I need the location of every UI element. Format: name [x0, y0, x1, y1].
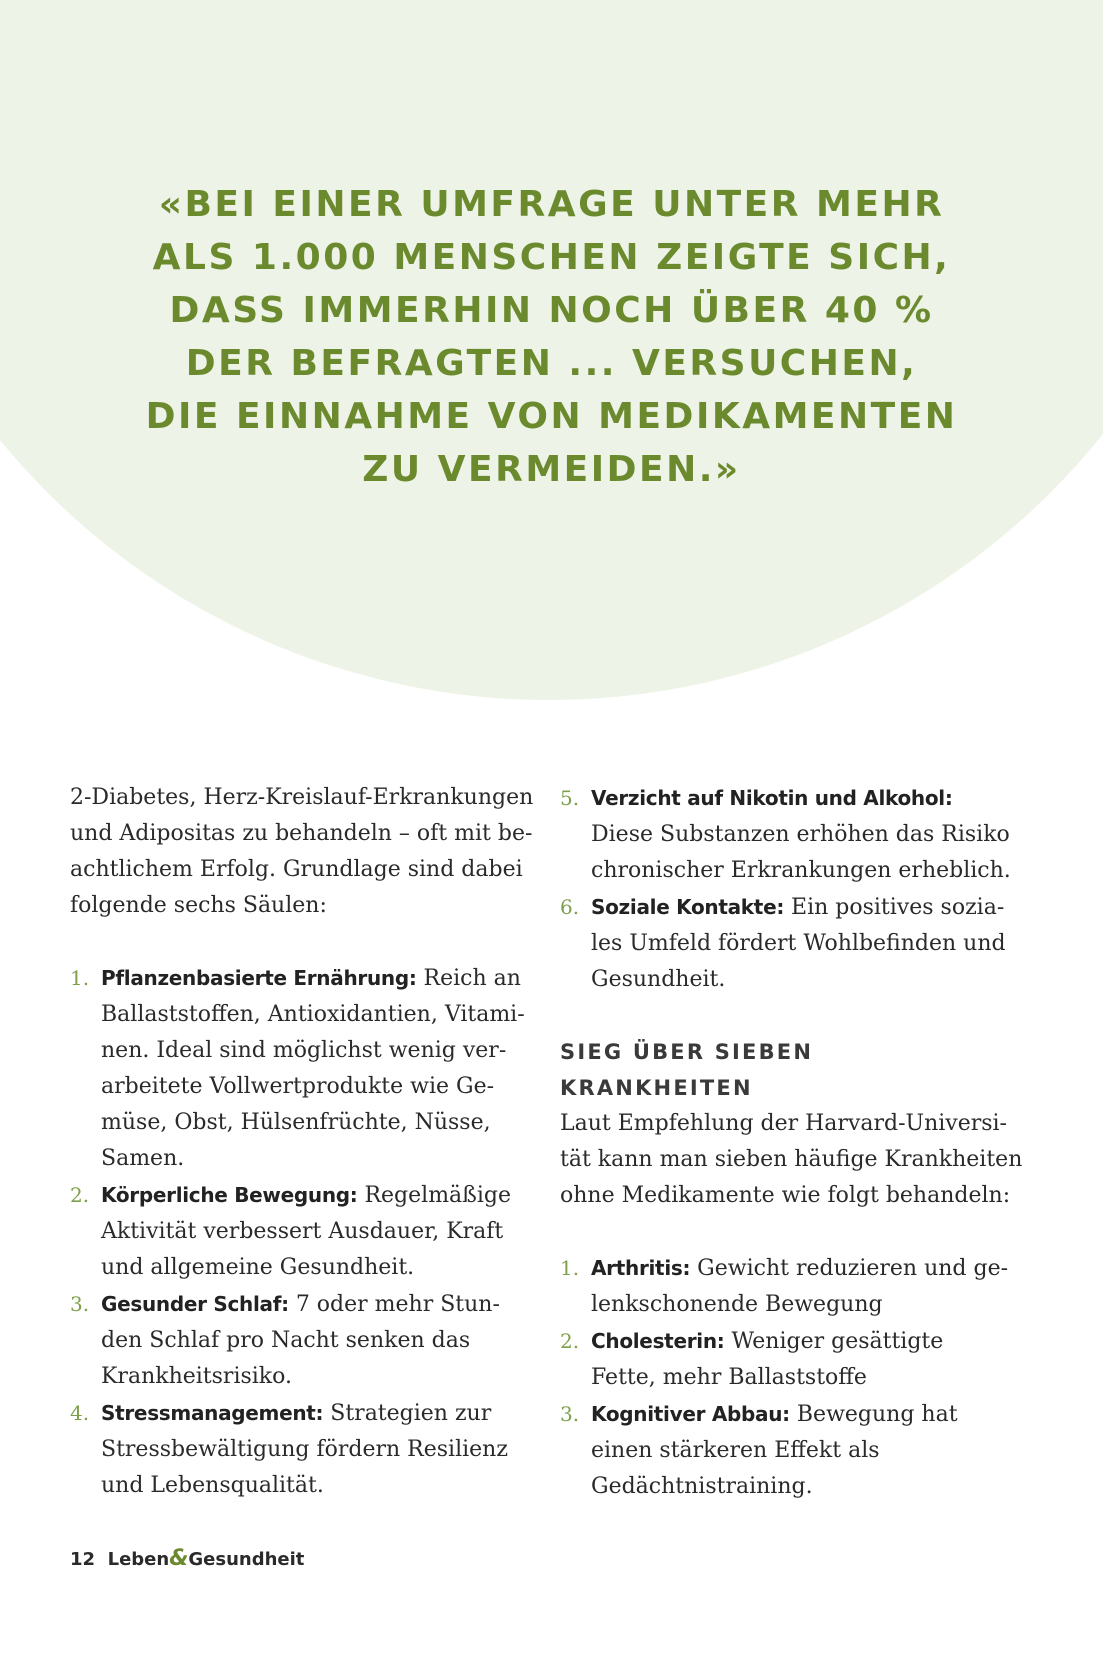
- disease-list: [560, 1250, 1040, 1505]
- spacer: [560, 998, 1040, 1034]
- quote-line: DIE EINNAHME VON MEDIKAMENTEN: [145, 396, 958, 437]
- text-line: Laut Empfehlung der Harvard-Universi-: [560, 1111, 1007, 1136]
- text-line: Stressbewältigung fördern Resilienz: [101, 1437, 508, 1462]
- text-line: Fette, mehr Ballaststoffe: [591, 1365, 867, 1390]
- list-number: 3.: [70, 1292, 90, 1316]
- spacer: [70, 924, 550, 960]
- text-fragment: Regelmäßige: [357, 1183, 512, 1208]
- brand-ampersand: &: [169, 1546, 189, 1571]
- text-line: müse, Obst, Hülsenfrüchte, Nüsse,: [101, 1110, 491, 1135]
- quote-line: DER BEFRAGTEN ... VERSUCHEN,: [185, 343, 918, 384]
- text-line: Gedächtnistraining.: [591, 1474, 813, 1499]
- term: Verzicht auf Nikotin und Alkohol:: [591, 786, 953, 810]
- list-item: [560, 1323, 1040, 1396]
- text-line: Ballaststoffen, Antioxidantien, Vitami-: [101, 1002, 525, 1027]
- page-number: 12: [70, 1549, 96, 1570]
- text-line: [591, 1323, 1040, 1360]
- text-line: 2-Diabetes, Herz-Kreislauf-Erkrankungen: [70, 785, 534, 810]
- text-line: les Umfeld fördert Wohlbefinden und: [591, 931, 1006, 956]
- list-number: 2.: [560, 1329, 580, 1353]
- text-line: nen. Ideal sind möglichst wenig ver-: [101, 1038, 507, 1063]
- pillar-list-continued: [560, 780, 1040, 998]
- quote-line: ALS 1.000 MENSCHEN ZEIGTE SICH,: [152, 237, 951, 278]
- text-line: [591, 780, 1040, 817]
- right-column: [560, 780, 1040, 1505]
- list-item: [70, 960, 550, 1177]
- text-line: lenkschonende Bewegung: [591, 1292, 883, 1317]
- term: Soziale Kontakte:: [591, 895, 785, 919]
- text-line: Aktivität verbessert Ausdauer, Kraft: [101, 1219, 504, 1244]
- term: Körperliche Bewegung:: [101, 1183, 358, 1207]
- text-fragment: Gewicht reduzieren und ge-: [690, 1256, 1009, 1281]
- text-fragment: Ein positives sozia-: [784, 895, 1005, 920]
- text-line: folgende sechs Säulen:: [70, 893, 327, 918]
- quote-line: «BEI EINER UMFRAGE UNTER MEHR: [158, 184, 945, 225]
- text-line: einen stärkeren Effekt als: [591, 1438, 880, 1463]
- text-line: [591, 889, 1040, 926]
- text-line: Samen.: [101, 1146, 185, 1171]
- list-number: 2.: [70, 1183, 90, 1207]
- quote-line: ZU VERMEIDEN.»: [362, 449, 741, 490]
- left-column: [70, 780, 550, 1504]
- term: Kognitiver Abbau:: [591, 1402, 790, 1426]
- list-number: 6.: [560, 895, 580, 919]
- heading-line: SIEG ÜBER SIEBEN: [560, 1040, 814, 1064]
- text-fragment: Reich an: [416, 966, 521, 991]
- list-number: 1.: [70, 966, 90, 990]
- pull-quote: [0, 178, 1103, 496]
- list-item: [560, 1250, 1040, 1323]
- text-line: [101, 1177, 550, 1214]
- text-fragment: Weniger gesättigte: [724, 1329, 944, 1354]
- text-line: den Schlaf pro Nacht senken das: [101, 1328, 471, 1353]
- page-footer: [70, 1546, 304, 1571]
- text-fragment: 7 oder mehr Stun-: [288, 1292, 500, 1317]
- text-line: und allgemeine Gesundheit.: [101, 1255, 415, 1280]
- quote-line: DASS IMMERHIN NOCH ÜBER 40 %: [169, 290, 934, 331]
- text-line: und Lebensqualität.: [101, 1473, 324, 1498]
- text-line: tät kann man sieben häufige Krankheiten: [560, 1147, 1023, 1172]
- text-line: arbeitete Vollwertprodukte wie Ge-: [101, 1074, 495, 1099]
- term: Cholesterin:: [591, 1329, 725, 1353]
- brand-left: Leben: [107, 1549, 170, 1570]
- text-fragment: Bewegung hat: [789, 1402, 958, 1427]
- heading-line: KRANKHEITEN: [560, 1076, 753, 1100]
- text-line: [591, 1250, 1040, 1287]
- list-item: [70, 1395, 550, 1504]
- text-line: Gesundheit.: [591, 967, 726, 992]
- text-line: ohne Medikamente wie folgt behandeln:: [560, 1183, 1011, 1208]
- section-paragraph: [560, 1106, 1040, 1214]
- brand-right: Gesundheit: [188, 1549, 305, 1570]
- text-line: achtlichem Erfolg. Grundlage sind dabei: [70, 857, 523, 882]
- text-line: [101, 1395, 550, 1432]
- text-line: [101, 960, 550, 997]
- text-line: Diese Substanzen erhöhen das Risiko: [591, 822, 1010, 847]
- text-line: [591, 1396, 1040, 1433]
- list-item: [70, 1177, 550, 1286]
- section-heading: [560, 1034, 1040, 1106]
- term: Pflanzenbasierte Ernährung:: [101, 966, 417, 990]
- text-line: chronischer Erkrankungen erheblich.: [591, 858, 1011, 883]
- text-line: und Adipositas zu behandeln – oft mit be-: [70, 821, 533, 846]
- text-line: [101, 1286, 550, 1323]
- list-item: [560, 1396, 1040, 1505]
- list-number: 3.: [560, 1402, 580, 1426]
- list-number: 5.: [560, 786, 580, 810]
- term: Gesunder Schlaf:: [101, 1292, 289, 1316]
- text-line: Krankheitsrisiko.: [101, 1364, 292, 1389]
- term: Arthritis:: [591, 1256, 691, 1280]
- list-item: [560, 889, 1040, 998]
- list-number: 4.: [70, 1401, 90, 1425]
- intro-paragraph: [70, 780, 550, 924]
- list-item: [560, 780, 1040, 889]
- text-fragment: Strategien zur: [323, 1401, 492, 1426]
- term: Stressmanagement:: [101, 1401, 324, 1425]
- pillar-list: [70, 960, 550, 1504]
- spacer: [560, 1214, 1040, 1250]
- list-item: [70, 1286, 550, 1395]
- list-number: 1.: [560, 1256, 580, 1280]
